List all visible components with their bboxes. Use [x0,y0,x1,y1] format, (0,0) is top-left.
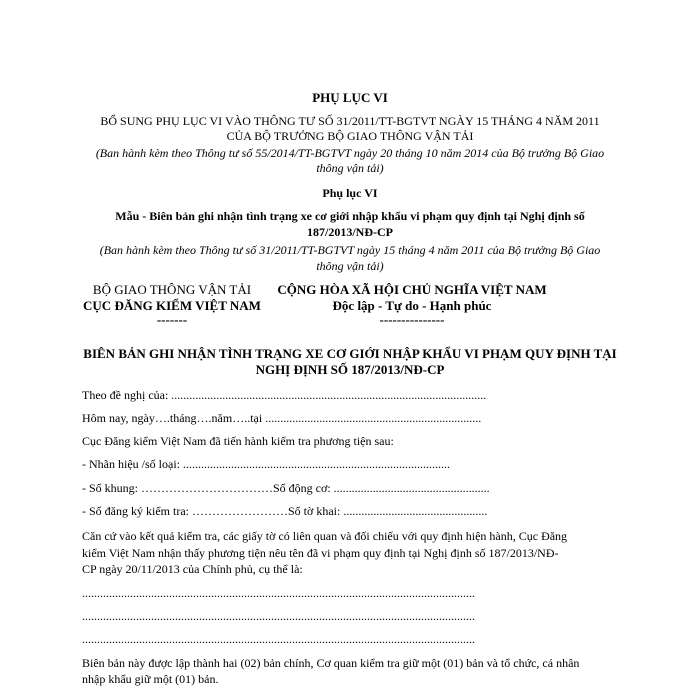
violation-blank-line: ................................................................................................................................... [82,586,475,600]
header-left-separator: ------- [156,312,188,327]
national-motto: Độc lập - Tự do - Hạnh phúc [332,298,492,313]
supplement-line-1: BỔ SUNG PHỤ LỤC VI VÀO THÔNG TƯ SỐ 31/2011/TT-BGTVT NGÀY 15 THÁNG 4 NĂM 2011 [100,114,600,128]
registration-declaration-field: - Số đăng ký kiểm tra: ……………………Số tờ khai: ................................................ [82,504,488,518]
appendix-title: PHỤ LỤC VI [312,90,388,105]
date-place-field: Hôm nay, ngày….tháng….năm…..tại ........................................................................ [82,411,482,425]
record-title-line-2: NGHỊ ĐỊNH SỐ 187/2013/NĐ-CP [255,362,445,377]
closing-line-1: Biên bản này được lập thành hai (02) bản chính, Cơ quan kiểm tra giữ một (01) bản và tổ chức, cá nhân [82,656,580,670]
closing-line-2: nhập khẩu giữ một (01) bản. [82,672,219,686]
supplement-line-2: CỦA BỘ TRƯỞNG BỘ GIAO THÔNG VẬN TẢI [226,129,474,143]
form-title-line-2: 187/2013/NĐ-CP [307,225,393,239]
header-right-separator: --------------- [379,312,445,327]
issued-note-2-line-2: thông vận tải) [316,259,384,273]
agency-name: CỤC ĐĂNG KIỂM VIỆT NAM [83,298,261,313]
basis-line-1: Căn cứ vào kết quả kiểm tra, các giấy tờ có liên quan và đối chiếu với quy định hiện hành, Cục Đăng [82,529,568,543]
basis-line-2: kiểm Việt Nam nhận thấy phương tiện nêu tên đã vi phạm quy định tại Nghị định số 187/2013/NĐ- [82,546,559,560]
issued-note-1-line-2: thông vận tải) [316,161,384,175]
request-field: Theo đề nghị của: ......................................................................................................... [82,388,487,402]
inspection-intro: Cục Đăng kiểm Việt Nam đã tiến hành kiểm tra phương tiện sau: [82,434,394,448]
form-title-line-1: Mẫu - Biên bản ghi nhận tình trạng xe cơ giới nhập khẩu vi phạm quy định tại Nghị định số [115,209,585,223]
issued-note-2-line-1: (Ban hành kèm theo Thông tư số 31/2011/TT-BGTVT ngày 15 tháng 4 năm 2011 của Bộ trưởng Bộ Giao [99,243,601,257]
issued-note-1-line-1: (Ban hành kèm theo Thông tư số 55/2014/TT-BGTVT ngày 20 tháng 10 năm 2014 của Bộ trưởng Bộ Giao [95,146,605,160]
basis-line-3: CP ngày 20/11/2013 của Chính phủ, cụ thể là: [82,562,303,576]
violation-blank-line: ................................................................................................................................... [82,609,475,623]
record-title-line-1: BIÊN BẢN GHI NHẬN TÌNH TRẠNG XE CƠ GIỚI NHẬP KHẨU VI PHẠM QUY ĐỊNH TẠI [83,346,617,361]
country-name: CỘNG HÒA XÃ HỘI CHỦ NGHĨA VIỆT NAM [277,282,547,297]
violation-blank-line: ................................................................................................................................... [82,632,475,646]
chassis-engine-field: - Số khung: ……………………………Số động cơ: .................................................... [82,481,490,495]
sub-appendix-title: Phụ lục VI [322,186,378,200]
brand-model-field: - Nhãn hiệu /số loại: ......................................................................................... [82,457,450,471]
ministry-name: BỘ GIAO THÔNG VẬN TẢI [92,282,252,297]
